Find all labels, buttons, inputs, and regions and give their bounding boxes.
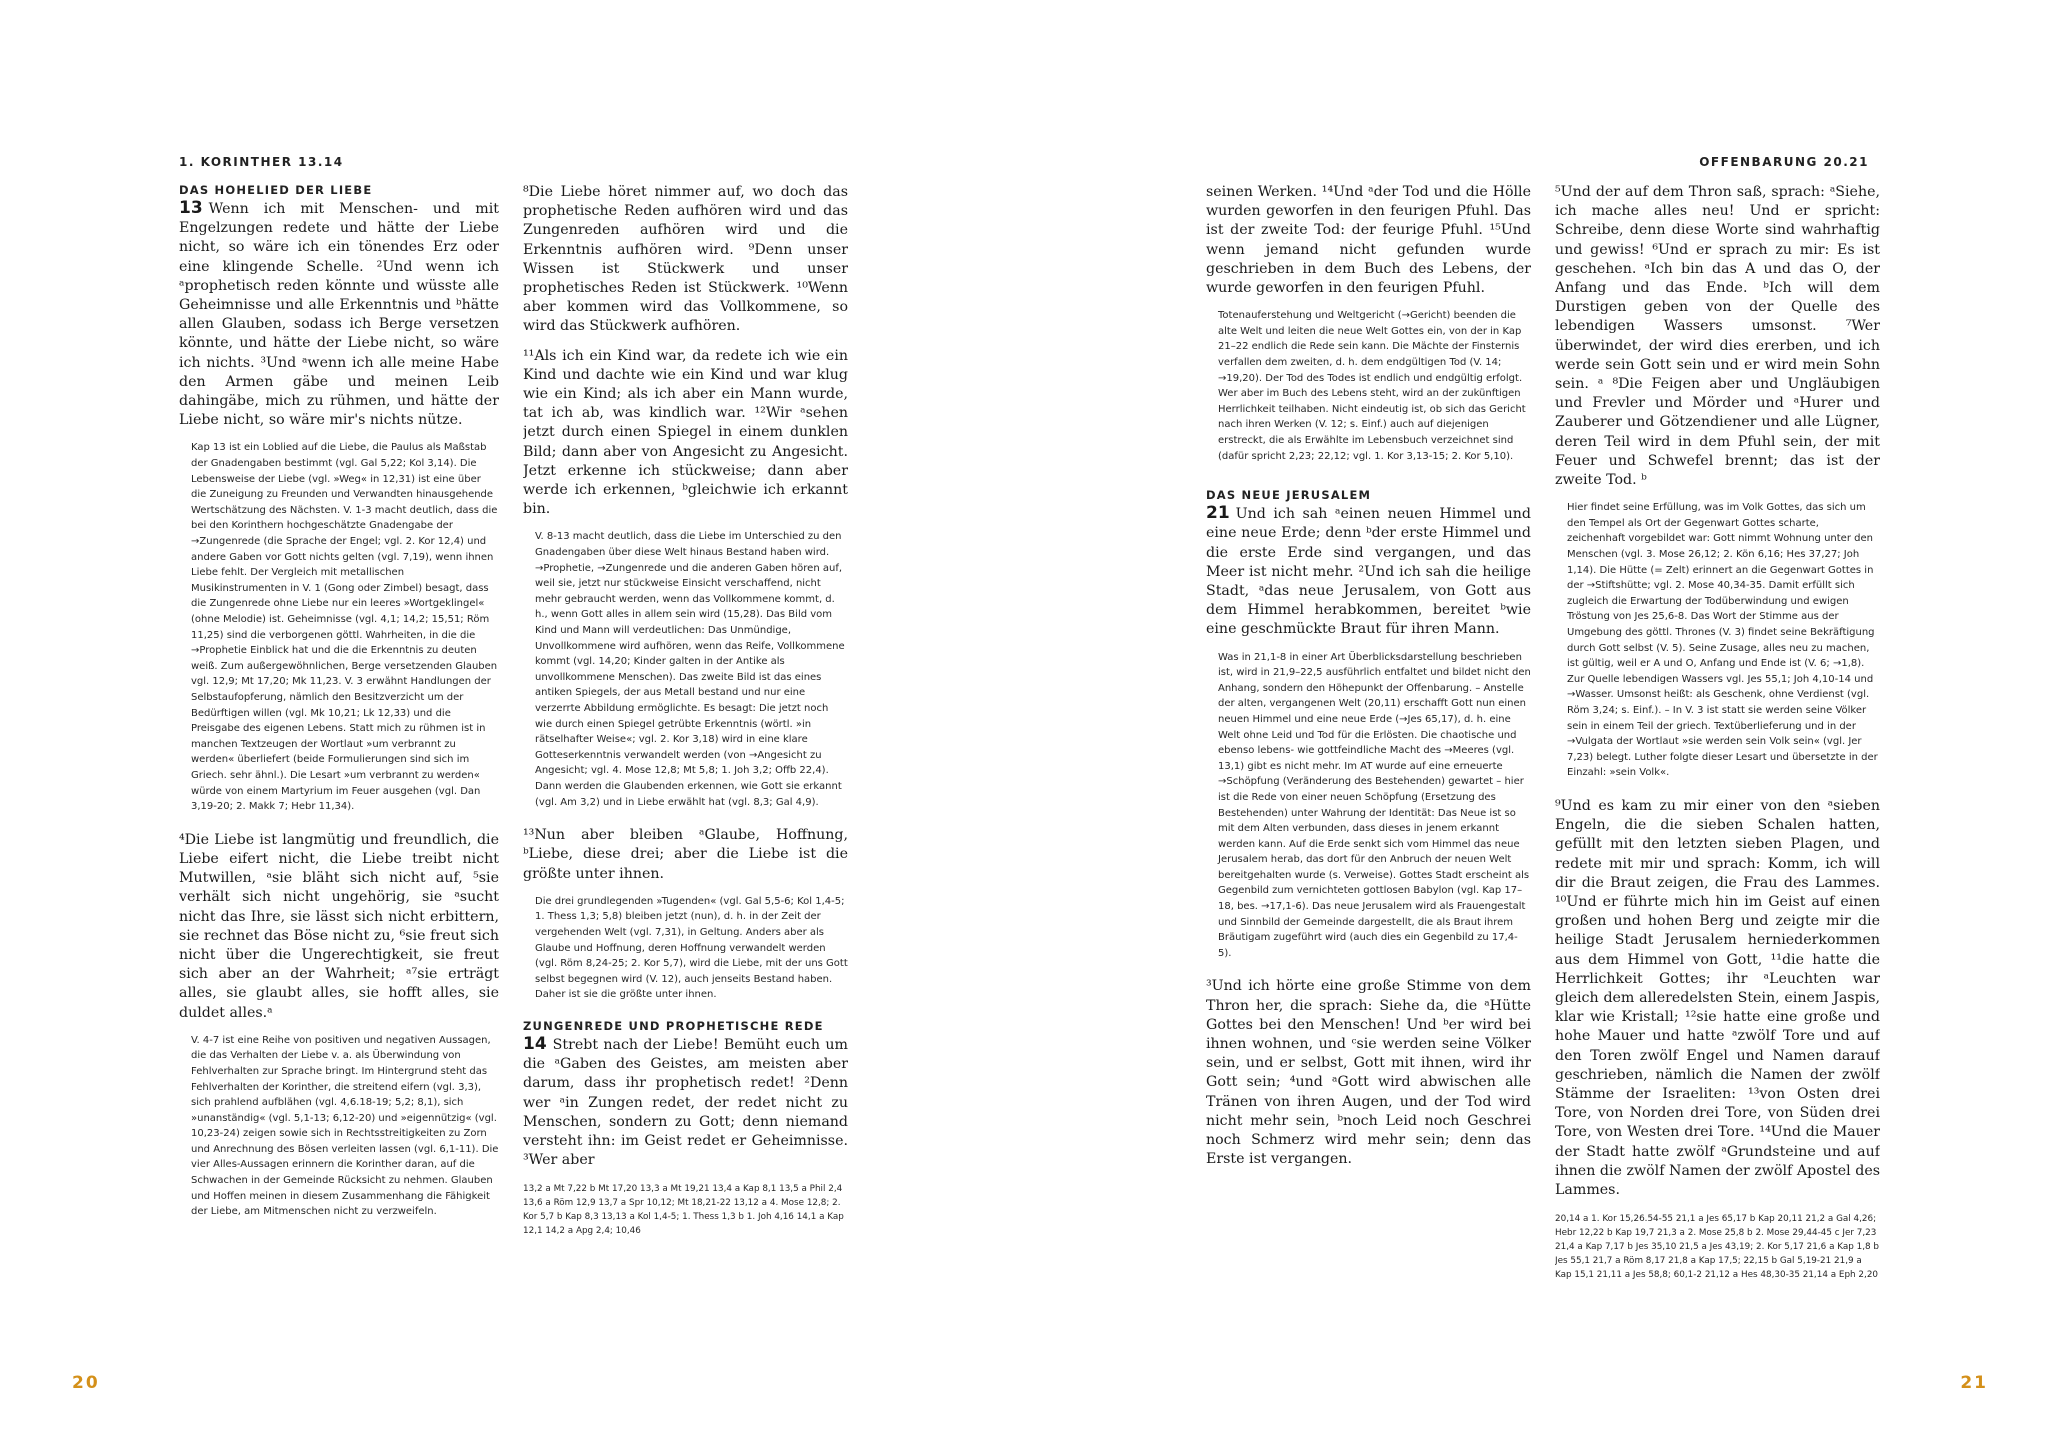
running-head-left: 1. KORINTHER 13.14 [179, 155, 344, 169]
cross-references: 20,14 a 1. Kor 15,26.54-55 21,1 a Jes 65,17 b Kap 20,11 21,2 a Gal 4,26; Hebr 12,22 b Kap 19,7 21,3 a 2. Mose 25,8 b 2. Mose 29,44-45 c Jer 7,23 21,4 a Kap 7,17 b Jes 35,10 21,5 a Jes 43,19; 2. Kor 5,17 21,6 a Kap 1,8 b Jes 55,1 21,7 a Röm 8,17 21,8 a Kap 17,5; 22,15 b Gal 5,19-21 21,9 a Kap 15,1 21,11 a Jes 58,8; 60,1-2 21,12 a Hes 48,30-35 21,14 a Eph 2,20 [1555, 1214, 1880, 1281]
verse-block: ⁵Und der auf dem Thron saß, sprach: ᵃSiehe, ich mache alles neu! Und er spricht: Schreibe, denn diese Worte sind wahrhaftig und gewiss! ⁶Und er sprach zu mir: Es ist geschehen. ᵃIch bin das A und das O, der Anfang und das Ende. ᵇIch will dem Durstigen geben von der Quelle des lebendigen Wassers umsonst. ⁷Wer überwindet, der wird dies ererben, und ich werde sein Gott sein und er wird mein Sohn sein. ᵃ ⁸Die Feigen aber und Ungläubigen und Frevler und Mörder und ᵃHurer und Zauberer und Götzendiener und alle Lügner, deren Teil wird in dem Pfuhl sein, der mit Feuer und Schwefel brennt; das ist der zweite Tod. ᵇ [1555, 184, 1880, 489]
verse-block: ³Und ich hörte eine große Stimme von dem Thron her, die sprach: Siehe da, die ᵃHütte Gottes bei den Menschen! Und ᵇer wird bei ihnen wohnen, und ᶜsie werden seine Völker sein, und er selbst, Gott mit ihnen, wird ihr Gott sein; ⁴und ᵃGott wird abwischen alle Tränen von ihren Augen, und der Tod wird nicht mehr sein, ᵇnoch Leid noch Geschrei noch Schmerz wird mehr sein; denn das Erste ist vergangen. [1206, 978, 1531, 1168]
commentary-block: Was in 21,1-8 in einer Art Überblicksdarstellung beschrieben ist, wird in 21,9–22,5 ausführlich entfaltet und bildet nicht den Anhang, sondern den Höhepunkt der Offenbarung. – Anstelle der alten, vergangenen Welt (20,11) erschafft Gott nun einen neuen Himmel und eine neue Erde (→Jes 65,17), d. h. eine Welt ohne Leid und Tod für die Erlösten. Die chaotische und ebenso lebens- wie gottfeindliche Macht des →Meeres (vgl. 13,1) gibt es nicht mehr. Im AT wurde auf eine erneuerte →Schöpfung (Veränderung des Bestehenden) gewartet – hier ist die Rede von einer neuen Schöpfung (Ersetzung des Bestehenden) unter Wahrung der Identität: Das Neue ist so mit dem Alten verbunden, dass dieses in jenem erkannt werden kann. Auf die Erde senkt sich vom Himmel das neue Jerusalem herab, das dort für den Anbruch der neuen Welt bereitgehalten wurde (s. Verweise). Gottes Stadt erscheint als Gegenbild zum vernichteten gottlosen Babylon (vgl. Kap 17–18, bes. →17,1-6). Das neue Jerusalem wird als Frauengestalt und Sinnbild der Gemeinde dargestellt, die als Braut ihrem Bräutigam zugeführt wird (auch dies ein Gegenbild zu 17,4-5). [1218, 651, 1531, 959]
commentary-block: Die drei grundlegenden »Tugenden« (vgl. Gal 5,5-6; Kol 1,4-5; 1. Thess 1,3; 5,8) bleiben jetzt (nun), d. h. in der Zeit der vergehenden Welt (vgl. 7,31), in Geltung. Anders aber als Glaube und Hoffnung, deren Hoffnung verwandelt werden (vgl. Röm 8,24-25; 2. Kor 5,7), wird die Liebe, mit der uns Gott selbst begegnen wird (V. 12), auch jenseits Bestand haben. Daher ist sie die größte unter ihnen. [535, 895, 848, 1001]
verse-block [1206, 504, 1531, 639]
left-column-1 [179, 183, 499, 1303]
running-head-right: OFFENBARUNG 20.21 [1699, 155, 1869, 169]
section-heading: DAS NEUE JERUSALEM [1206, 488, 1372, 503]
right-column-2 [1555, 183, 1880, 1303]
chapter-number: 13 [179, 198, 203, 218]
commentary-block: V. 4-7 ist eine Reihe von positiven und negativen Aussagen, die das Verhalten der Liebe v. a. als Überwindung von Fehlverhalten zur Sprache bringt. Im Hintergrund steht das Fehlverhalten der Korinther, die streitend eifern (vgl. 3,3), sich prahlend aufblähen (vgl. 4,6.18-19; 5,2; 8,1), sich »unanständig« (vgl. 5,1-13; 6,12-20) und »eigennützig« (vgl. 10,23-24) zeigen sowie sich in Rechtsstreitigkeiten zu Zorn und Anrechnung des Bösen verleiten lassen (vgl. 6,1-11). Die vier Alles-Aussagen erinnern die Korinther daran, auf die Schwachen in der Gemeinde Rücksicht zu nehmen. Glauben und Hoffen meinen in diesem Zusammenhang die Fähigkeit der Liebe, am Mitmenschen nicht zu verzweifeln. [191, 1034, 499, 1218]
right-column-1 [1206, 183, 1531, 1303]
page-number-right: 21 [1960, 1373, 1988, 1393]
commentary-block: Hier findet seine Erfüllung, was im Volk Gottes, das sich um den Tempel als Ort der Gegenwart Gottes scharte, zeichenhaft vorgebildet war: Gott nimmt Wohnung unter den Menschen (vgl. 3. Mose 26,12; 2. Kön 6,16; Hes 37,27; Joh 1,14). Die Hütte (= Zelt) erinnert an die Gegenwart Gottes in der →Stiftshütte; vgl. 2. Mose 40,34-35. Damit erfüllt sich zugleich die Erwartung der Todüberwindung und ewigen Tröstung von Jes 25,6-8. Das Wort der Stimme aus der Umgebung des göttl. Thrones (V. 3) findet seine Bekräftigung durch Gott selbst (V. 5). Seine Zusage, alles neu zu machen, ist gültig, weil er A und O, Anfang und Ende ist (V. 6; →1,8). Zur Quelle lebendigen Wassers vgl. Jes 55,1; Joh 4,10-14 und →Wasser. Umsonst heißt: als Geschenk, ohne Verdienst (vgl. Röm 3,24; s. Einf.). – In V. 3 ist statt sie werden seine Völker sein in einem Teil der griech. Textüberlieferung und in der →Vulgata der Wortlaut »sie werden sein Volk sein« (vgl. Jer 7,23) belegt. Luther folgte dieser Lesart und übersetzte in der Einzahl: »sein Volk«. [1567, 502, 1878, 779]
verse-text: Und ich sah ᵃeinen neuen Himmel und eine neue Erde; denn ᵇder erste Himmel und die erste Erde sind vergangen, und das Meer ist nicht mehr. ²Und ich sah die heilige Stadt, ᵃdas neue Jerusalem, von Gott aus dem Himmel herabkommen, bereitet ᵇwie eine geschmückte Braut für ihren Mann. [1206, 506, 1531, 638]
left-column-2 [523, 183, 848, 1303]
commentary-block: V. 8-13 macht deutlich, dass die Liebe im Unterschied zu den Gnadengaben über diese Welt hinaus Bestand haben wird. →Prophetie, →Zungenrede und die anderen Gaben hören auf, weil sie, jetzt nur stückweise Einsicht verschaffend, nicht mehr gebraucht werden, wenn das Vollkommene kommt, d. h., wenn Gott alles in allem sein wird (15,28). Das Bild vom Kind und Mann will verdeutlichen: Das Unmündige, Unvollkommene wird aufhören, wenn das Reife, Vollkommene kommt (vgl. 14,20; Kinder galten in der Antike als unvollkommene Menschen). Das zweite Bild ist das eines antiken Spiegels, der aus Metall bestand und nur eine verzerrte Abbildung ermöglichte. Es besagt: Die jetzt noch wie durch einen Spiegel getrübte Erkenntnis (wörtl. »in rätselhafter Weise«; vgl. 2. Kor 3,18) wird in eine klare Gotteserkenntnis verwandelt werden (von →Angesicht zu Angesicht; vgl. 4. Mose 12,8; Mt 5,8; 1. Joh 3,2; Offb 22,4). Dann werden die Glaubenden erkennen, wie Gott sie erkannt (vgl. Am 3,2) und in Liebe erwählt hat (vgl. 8,3; Gal 4,9). [535, 531, 845, 808]
verse-block: ⁸Die Liebe höret nimmer auf, wo doch das prophetische Reden aufhören wird und das Zungenreden aufhören wird und die Erkenntnis aufhören wird. ⁹Denn unser Wissen ist Stückwerk und unser prophetisches Reden ist Stückwerk. ¹⁰Wenn aber kommen wird das Vollkommene, so wird das Stückwerk aufhören. [523, 184, 848, 335]
commentary-block: Kap 13 ist ein Loblied auf die Liebe, die Paulus als Maßstab der Gnadengaben bestimmt (vgl. Gal 5,22; Kol 3,14). Die Lebensweise der Liebe (vgl. »Weg« in 12,31) ist eine über die Zuneigung zu Freunden und Verwandten hinausgehende Wertschätzung des Nächsten. V. 1-3 macht deutlich, dass die bei den Korinthern hochgeschätzte Gnadengabe der →Zungenrede (die Sprache der Engel; vgl. 2. Kor 12,4) und andere Gaben vor Gott nichts gelten (vgl. 7,19), wenn ihnen Liebe fehlt. Der Vergleich mit metallischen Musikinstrumenten in V. 1 (Gong oder Zimbel) besagt, dass die Zungenrede ohne Liebe nur ein leeres »Wortgeklingel« (ohne Melodie) ist. Geheimnisse (vgl. 4,1; 14,2; 15,51; Röm 11,25) sind die verborgenen göttl. Wahrheiten, in die die →Prophetie Einblick hat und die die Erkenntnis zu deuten weiß. Zum außergewöhnlichen, Berge versetzenden Glauben vgl. 12,9; Mt 17,20; Mk 11,23. V. 3 erwähnt Handlungen der Selbstaufopferung, nämlich den Besitzverzicht um der Bedürftigen willen (vgl. Mk 10,21; Lk 12,33) und die Preisgabe des eigenen Lebens. Statt mich zu rühmen ist in manchen Textzeugen der Wortlaut »um verbrannt zu werden« überliefert (beide Formulierungen sind sich im Griech. sehr ähnl.). Die Lesart »um verbrannt zu werden« würde von einem Martyrium im Feuer ausgehen (vgl. Dan 3,19-20; 2. Makk 7; Hebr 11,34). [191, 442, 498, 813]
verse-block [179, 199, 499, 430]
verse-block [523, 1035, 848, 1170]
right-page [1025, 0, 2050, 1450]
chapter-number: 21 [1206, 503, 1230, 524]
cross-references: 13,2 a Mt 7,22 b Mt 17,20 13,3 a Mt 19,21 13,4 a Kap 8,1 13,5 a Phil 2,4 13,6 a Röm 12,9 13,7 a Spr 10,12; Mt 18,21-22 13,12 a 4. Mose 12,8; 2. Kor 5,7 b Kap 8,3 13,13 a Kol 1,4-5; 1. Thess 1,3 b 1. Joh 4,16 14,1 a Kap 12,1 14,2 a Apg 2,4; 10,46 [523, 1184, 844, 1237]
commentary-block: Totenauferstehung und Weltgericht (→Gericht) beenden die alte Welt und leiten die neue Welt Gottes ein, von der in Kap 21–22 endlich die Rede sein kann. Die Mächte der Finsternis verfallen dem zweiten, d. h. dem endgültigen Tod (V. 14; →19,20). Der Tod des Todes ist endlich und endgültig erfolgt. Wer aber im Buch des Lebens steht, wird an der zukünftigen Herrlichkeit teilhaben. Nicht eindeutig ist, ob sich das Gericht nach ihren Werken (V. 12; s. Einf.) auch auf diejenigen erstreckt, die als Erwählte im Lebensbuch verzeichnet sind (dafür spricht 2,23; 22,12; vgl. 1. Kor 3,13-15; 2. Kor 5,10). [1218, 310, 1526, 462]
verse-text: Wenn ich mit Menschen- und mit Engelzungen redete und hätte der Liebe nicht, so wäre ich ein tönendes Erz oder eine klingende Schelle. ²Und wenn ich ᵃprophetisch reden könnte und wüsste alle Geheimnisse und alle Erkenntnis und ᵇhätte allen Glauben, sodass ich Berge versetzen könnte, und hätte der Liebe nicht, so wäre ich nichts. ³Und ᵃwenn ich alle meine Habe den Armen gäbe und meinen Leib dahingäbe, mich zu rühmen, und hätte der Liebe nicht, so wäre mir's nichts nütze. [179, 201, 499, 429]
section-heading: DAS HOHELIED DER LIEBE [179, 183, 373, 197]
verse-block: ¹³Nun aber bleiben ᵃGlaube, Hoffnung, ᵇLiebe, diese drei; aber die Liebe ist die größte unter ihnen. [523, 827, 848, 882]
verse-block: ⁴Die Liebe ist langmütig und freundlich, die Liebe eifert nicht, die Liebe treibt nicht Mutwillen, ᵃsie bläht sich nicht auf, ⁵sie verhält sich nicht ungehörig, sie ᵃsucht nicht das Ihre, sie lässt sich nicht erbittern, sie rechnet das Böse nicht zu, ⁶sie freut sich nicht über die Ungerechtigkeit, sie freut sich aber an der Wahrheit; ᵃ⁷sie erträgt alles, sie glaubt alles, sie hofft alles, sie duldet alles.ᵃ [179, 831, 499, 1021]
section-heading: ZUNGENREDE UND PROPHETISCHE REDE [523, 1018, 824, 1033]
page-number-left: 20 [72, 1373, 100, 1393]
verse-text: Strebt nach der Liebe! Bemüht euch um die ᵃGaben des Geistes, am meisten aber darum, dass ihr prophetisch redet! ²Denn wer ᵃin Zungen redet, der redet nicht zu Menschen, sondern zu Gott; denn niemand versteht ihn: im Geist redet er Geheimnisse. ³Wer aber [523, 1036, 848, 1169]
verse-block: ¹¹Als ich ein Kind war, da redete ich wie ein Kind und dachte wie ein Kind und war klug wie ein Kind; als ich aber ein Mann wurde, tat ich ab, was kindlich war. ¹²Wir ᵃsehen jetzt durch einen Spiegel in einem dunklen Bild; dann aber von Angesicht zu Angesicht. Jetzt erkenne ich stückweise; dann aber werde ich erkennen, ᵇgleichwie ich erkannt bin. [523, 347, 848, 518]
verse-block: ⁹Und es kam zu mir einer von den ᵃsieben Engeln, die die sieben Schalen hatten, gefüllt mit den letzten sieben Plagen, und redete mit mir und sprach: Komm, ich will dir die Braut zeigen, die Frau des Lammes. ¹⁰Und er führte mich hin im Geist auf einen großen und hohen Berg und zeigte mir die heilige Stadt Jerusalem herniederkommen aus dem Himmel von Gott, ¹¹die hatte die Herrlichkeit Gottes; ihr ᵃLeuchten war gleich dem alleredelsten Stein, einem Jaspis, klar wie Kristall; ¹²sie hatte eine große und hohe Mauer und hatte ᵃzwölf Tore und auf den Toren zwölf Engel und Namen darauf geschrieben, nämlich die Namen der zwölf Stämme der Israeliten: ¹³von Osten drei Tore, von Norden drei Tore, von Süden drei Tore, von Westen drei Tore. ¹⁴Und die Mauer der Stadt hatte zwölf ᵃGrundsteine und auf ihnen die zwölf Namen der zwölf Apostel des Lammes. [1555, 797, 1880, 1198]
chapter-number: 14 [523, 1033, 547, 1054]
verse-block: seinen Werken. ¹⁴Und ᵃder Tod und die Hölle wurden geworfen in den feurigen Pfuhl. Das ist der zweite Tod: der feurige Pfuhl. ¹⁵Und wenn jemand nicht gefunden wurde geschrieben in dem Buch des Lebens, der wurde geworfen in den feurigen Pfuhl. [1206, 184, 1531, 297]
